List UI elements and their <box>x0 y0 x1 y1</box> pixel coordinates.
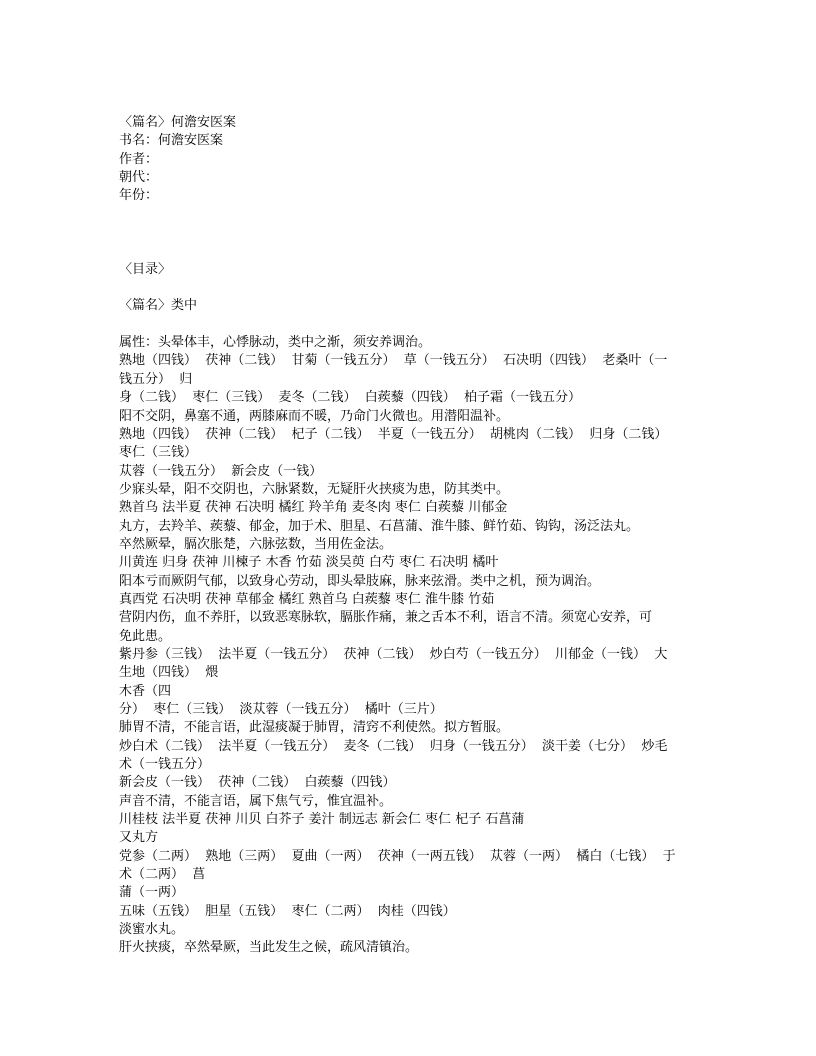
prescription-line: 术（二两） 菖 <box>119 867 206 883</box>
document-page <box>119 114 699 958</box>
prescription-line: 苁蓉（一钱五分） 新会皮（一钱） <box>119 463 323 479</box>
prescription-line: 新会皮（一钱） 茯神（二钱） 白蒺藜（四钱） <box>119 775 396 791</box>
year-field: 年份： <box>119 188 159 204</box>
text-line: 卒然厥晕，膈次胀楚，六脉弦数，当用佐金法。 <box>119 536 393 552</box>
prescription-line: 川黄连 归身 茯神 川楝子 木香 竹茹 淡吴萸 白芍 枣仁 石决明 橘叶 <box>119 555 499 571</box>
text-line: 阳本亏而厥阴气郁，以致身心劳动，即头晕肢麻，脉来弦滑。类中之机，预为调治。 <box>119 573 601 589</box>
prescription-line: 枣仁（三钱） <box>119 445 198 461</box>
text-line: 淡蜜水丸。 <box>119 922 185 938</box>
prescription-line: 术（一钱五分） <box>119 757 211 773</box>
text-line: 肺胃不清，不能言语，此湿痰凝于肺胃，清窍不利使然。拟方暂服。 <box>119 720 510 736</box>
text-line: 声音不清，不能言语，属下焦气亏，惟宜温补。 <box>119 793 393 809</box>
prescription-line: 蒲（一两） <box>119 885 185 901</box>
prescription-line: 钱五分） 归 <box>119 371 193 387</box>
prescription-line: 熟地（四钱） 茯神（二钱） 杞子（二钱） 半夏（一钱五分） 胡桃肉（二钱） 归身（二钱） <box>119 426 668 442</box>
text-line: 属性：头晕体丰，心悸脉动，类中之渐，须安养调治。 <box>119 335 432 351</box>
spacer <box>119 316 699 334</box>
dynasty-field: 朝代： <box>119 170 159 186</box>
prescription-line: 生地（四钱） 煨 <box>119 665 219 681</box>
prescription-line: 紫丹参（三钱） 法半夏（一钱五分） 茯神（二钱） 炒白芍（一钱五分） 川郁金（一钱） 大 <box>119 646 668 662</box>
text-line: 肝火挟痰，卒然晕厥，当此发生之候，疏风清镇治。 <box>119 940 419 956</box>
text-line: 又丸方 <box>119 830 159 846</box>
text-line: 丸方，去羚羊、蒺藜、郁金，加于术、胆星、石菖蒲、淮牛膝、鲜竹茹、钩钩，汤泛法丸。 <box>119 518 640 534</box>
author-field: 作者： <box>119 151 159 167</box>
prescription-line: 炒白术（二钱） 法半夏（一钱五分） 麦冬（二钱） 归身（一钱五分） 淡干姜（七分） 炒毛 <box>119 738 668 754</box>
section-title: 〈篇名〉类中 <box>119 298 198 314</box>
prescription-line: 熟首乌 法半夏 茯神 石决明 橘红 羚羊角 麦冬肉 枣仁 白蒺藜 川郁金 <box>119 500 508 516</box>
prescription-line: 真西党 石决明 茯神 草郁金 橘红 熟首乌 白蒺藜 枣仁 淮牛膝 竹茹 <box>119 591 495 607</box>
spacer <box>119 279 699 297</box>
chapter-heading: 〈篇名〉何澹安医案 <box>119 115 237 130</box>
book-name: 书名：何澹安医案 <box>119 133 224 149</box>
prescription-line: 身（二钱） 枣仁（三钱） 麦冬（二钱） 白蒺藜（四钱） 柏子霜（一钱五分） <box>119 390 582 406</box>
text-line: 免此患。 <box>119 628 172 644</box>
prescription-line: 分） 枣仁（三钱） 淡苁蓉（一钱五分） 橘叶（三片） <box>119 702 443 717</box>
prescription-line: 川桂枝 法半夏 茯神 川贝 白芥子 姜汁 制远志 新会仁 枣仁 杞子 石菖蒲 <box>119 812 525 828</box>
section-body <box>119 334 699 958</box>
prescription-line: 熟地（四钱） 茯神（二钱） 甘菊（一钱五分） 草（一钱五分） 石决明（四钱） 老桑叶（一 <box>119 353 668 369</box>
text-line: 阳不交阴，鼻塞不通，两膝麻而不暖，乃命门火微也。用潜阳温补。 <box>119 408 510 424</box>
text-line: 少寐头晕，阳不交阴也，六脉紧数，无疑肝火挟痰为患，防其类中。 <box>119 481 510 497</box>
prescription-line: 党参（二两） 熟地（三两） 夏曲（一两） 茯神（一两五钱） 苁蓉（一两） 橘白（七钱） 于 <box>119 848 676 864</box>
prescription-line: 五味（五钱） 胆星（五钱） 枣仁（二两） 肉桂（四钱） <box>119 903 456 919</box>
spacer <box>119 242 699 260</box>
toc-heading: 〈目录〉 <box>119 261 172 277</box>
spacer <box>119 206 699 224</box>
text-line: 营阴内伤，血不养肝，以致恶寒脉软，膈胀作痛，兼之舌本不利，语言不清。须宽心安养，可 <box>119 610 653 626</box>
spacer <box>119 224 699 242</box>
prescription-line: 木香（四 <box>119 683 172 699</box>
